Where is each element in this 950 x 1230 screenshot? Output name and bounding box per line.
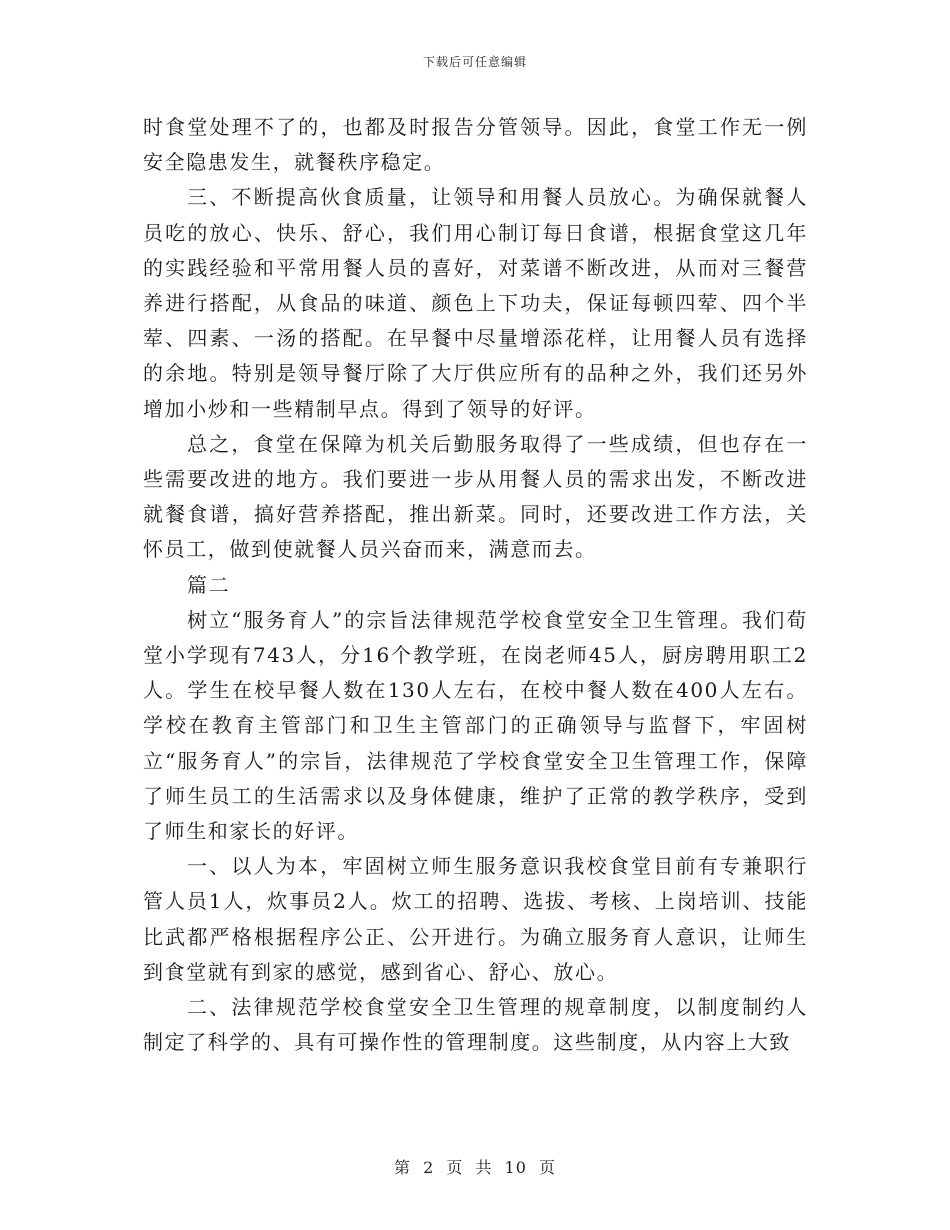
- page-footer-number: 第 2 页 共 10 页: [394, 1158, 556, 1177]
- paragraph: 时食堂处理不了的，也都及时报告分管领导。因此，食堂工作无一例安全隐患发生，就餐秩序稳定。: [143, 115, 808, 175]
- document-body: [143, 110, 808, 1060]
- paragraph: 三、不断提高伙食质量，让领导和用餐人员放心。为确保就餐人员吃的放心、快乐、舒心，我们用心制订每日食谱，根据食堂这几年的实践经验和平常用餐人员的喜好，对菜谱不断改进，从而对三餐营养进行搭配，从食品的味道、颜色上下功夫，保证每顿四荤、四个半荤、四素、一汤的搭配。在早餐中尽量增添花样，让用餐人员有选择的余地。特别是领导餐厅除了大厅供应所有的品种之外，我们还另外增加小炒和一些精制早点。得到了领导的好评。: [143, 185, 808, 421]
- paragraph: 总之，食堂在保障为机关后勤服务取得了一些成绩，但也存在一些需要改进的地方。我们要进一步从用餐人员的需求出发，不断改进就餐食谱，搞好营养搭配，推出新菜。同时，还要改进工作方法，关怀员工，做到使就餐人员兴奋而来，满意而去。: [143, 431, 808, 562]
- paragraph: 树立“服务育人”的宗旨法律规范学校食堂安全卫生管理。我们荀堂小学现有743人，分16个教学班，在岗老师45人，厨房聘用职工2人。学生在校早餐人数在130人左右，在校中餐人数在400人左右。学校在教育主管部门和卫生主管部门的正确领导与监督下，牢固树立“服务育人”的宗旨，法律规范了学校食堂安全卫生管理工作，保障了师生员工的生活需求以及身体健康，维护了正常的教学秩序，受到了师生和家长的好评。: [143, 607, 808, 844]
- paragraph: 一、以人为本，牢固树立师生服务意识我校食堂目前有专兼职行管人员1人，炊事员2人。炊工的招聘、选拔、考核、上岗培训、技能比武都严格根据程序公正、公开进行。为确立服务育人意识，让师生到食堂就有到家的感觉，感到省心、舒心、放心。: [143, 854, 808, 984]
- page-header-note: 下载后可任意编辑: [422, 55, 527, 69]
- section-heading: 篇二: [187, 572, 231, 597]
- paragraph: 二、法律规范学校食堂安全卫生管理的规章制度，以制度制约人制定了科学的、具有可操作性的管理制度。这些制度，从内容上大致: [143, 995, 808, 1055]
